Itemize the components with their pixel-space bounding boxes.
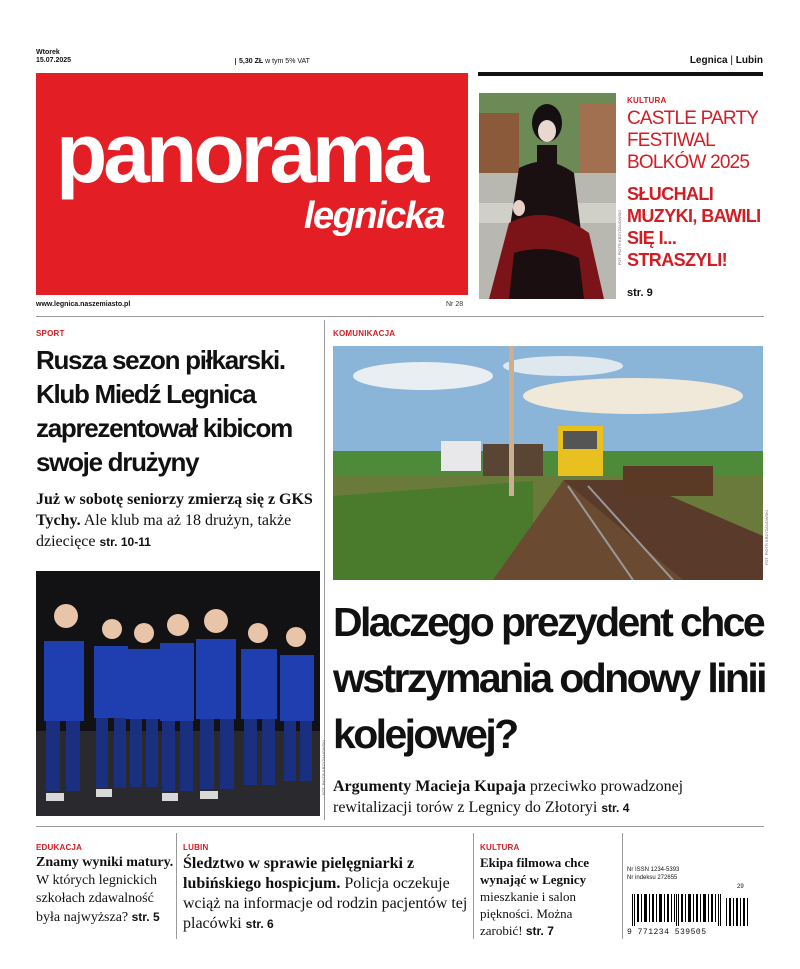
header-rule	[478, 72, 763, 76]
komunikacja-headline: Dlaczego prezydent chce wstrzymania odnowy linii kolejowej?	[333, 599, 765, 757]
bottom-divider-2	[473, 833, 474, 939]
komunikacja-photo	[333, 346, 763, 580]
barcode-addon-number: 29	[737, 884, 744, 890]
sport-lead-text: Ale klub ma aż 18 drużyn, także dziecięce	[36, 512, 292, 550]
issue-number: Nr 28	[446, 301, 464, 308]
lubin-teaser	[183, 854, 470, 934]
section-divider-top	[36, 316, 764, 317]
sport-headline: Rusza sezon piłkarski. Klub Miedź Legnica zaprezentował kibicom swoje drużyny	[36, 345, 292, 477]
index-number: Nr indeksu 272655	[627, 875, 678, 881]
lubin-bold: Śledztwo w sprawie pielęgniarki z lubińskiego hospicjum.	[183, 855, 415, 892]
feature-headline-line2: FESTIWAL	[627, 130, 715, 151]
price: 5,30 ZŁ	[239, 58, 264, 65]
masthead-subtitle: legnicka	[303, 195, 444, 237]
kultura-kicker: KULTURA	[480, 843, 520, 852]
komunikacja-lead-text: przeciwko prowadzonej rewitalizacji torów z Legnicy do Złotoryi	[333, 778, 684, 816]
edukacja-page-ref[interactable]: str. 5	[131, 910, 160, 924]
railway-photo	[333, 346, 763, 580]
issue-date: 15.07.2025	[36, 57, 72, 64]
komunikacja-kicker: KOMUNIKACJA	[333, 329, 396, 338]
issue-day: Wtorek	[36, 49, 60, 56]
city-separator: |	[730, 55, 733, 66]
kultura-teaser	[480, 854, 618, 940]
masthead-title: panorama	[56, 106, 426, 200]
edukacja-teaser	[36, 854, 174, 927]
kultura-text: mieszkanie i salon piękności. Można zarobić!	[480, 889, 577, 938]
edukacja-kicker: EDUKACJA	[36, 843, 83, 852]
feature-headline-line3: BOLKÓW 2025	[627, 152, 750, 173]
feature-kicker: KULTURA	[627, 96, 667, 105]
komunikacja-lead-bold: Argumenty Macieja Kupaja	[333, 778, 526, 795]
barcode-bars	[630, 894, 750, 926]
sport-photo	[36, 571, 320, 816]
sport-page-ref[interactable]: str. 10-11	[99, 535, 151, 549]
feature-headline-line1: CASTLE PARTY	[627, 108, 759, 129]
sport-kicker: SPORT	[36, 329, 65, 338]
komunikacja-page-ref[interactable]: str. 4	[601, 801, 630, 815]
sport-lead-bold: Już w sobotę seniorzy zmierzą się z GKS Tychy.	[36, 491, 313, 529]
feature-headline	[627, 108, 767, 174]
komunikacja-lead	[333, 776, 765, 819]
edukacja-text: W których legnickich szkołach zdawalność była najwyższa?	[36, 873, 158, 925]
issn-number: Nr ISSN 1234-5393	[627, 867, 680, 873]
barcode	[630, 894, 750, 926]
lubin-text: Policja oczekuje wciąż na informacje od rodzin pacjentów tej placówki	[183, 875, 468, 932]
lubin-page-ref[interactable]: str. 6	[245, 917, 274, 931]
edukacja-bold: Znamy wyniki matury.	[36, 855, 174, 870]
edition-cities	[690, 55, 763, 66]
feature-subhead: SŁUCHALI MUZYKI, BAWILI SIĘ I... STRASZYLI!	[627, 184, 761, 270]
football-team-photo	[36, 571, 320, 816]
masthead-block	[36, 73, 468, 295]
lubin-kicker: LUBIN	[183, 843, 209, 852]
barcode-number: 9 771234 539505	[627, 928, 707, 937]
castle-party-photo	[479, 93, 616, 299]
section-divider-bottom	[36, 826, 764, 827]
kultura-page-ref[interactable]: str. 7	[525, 924, 554, 938]
bottom-divider-3	[622, 833, 623, 939]
feature-photo-credit: FOT. PIOTR KRZYŻANOWSKI	[617, 210, 622, 266]
city-legnica: Legnica	[689, 55, 728, 66]
feature-page-ref[interactable]: str. 9	[627, 287, 653, 299]
komunikacja-photo-credit: FOT. PIOTR KRZYŻANOWSKI	[764, 510, 769, 566]
bottom-divider-1	[176, 833, 177, 939]
sport-photo-credit: FOT. PIOTR KRZYŻANOWSKI	[321, 740, 326, 796]
website-url[interactable]: www.legnica.naszemiasto.pl	[36, 301, 131, 308]
feature-photo	[479, 93, 616, 299]
kultura-bold: Ekipa filmowa chce wynająć w Legnicy	[480, 855, 590, 887]
price-box	[235, 58, 310, 65]
city-lubin: Lubin	[735, 55, 763, 66]
vat-note: w tym 5% VAT	[265, 58, 310, 65]
sport-lead	[36, 489, 323, 553]
